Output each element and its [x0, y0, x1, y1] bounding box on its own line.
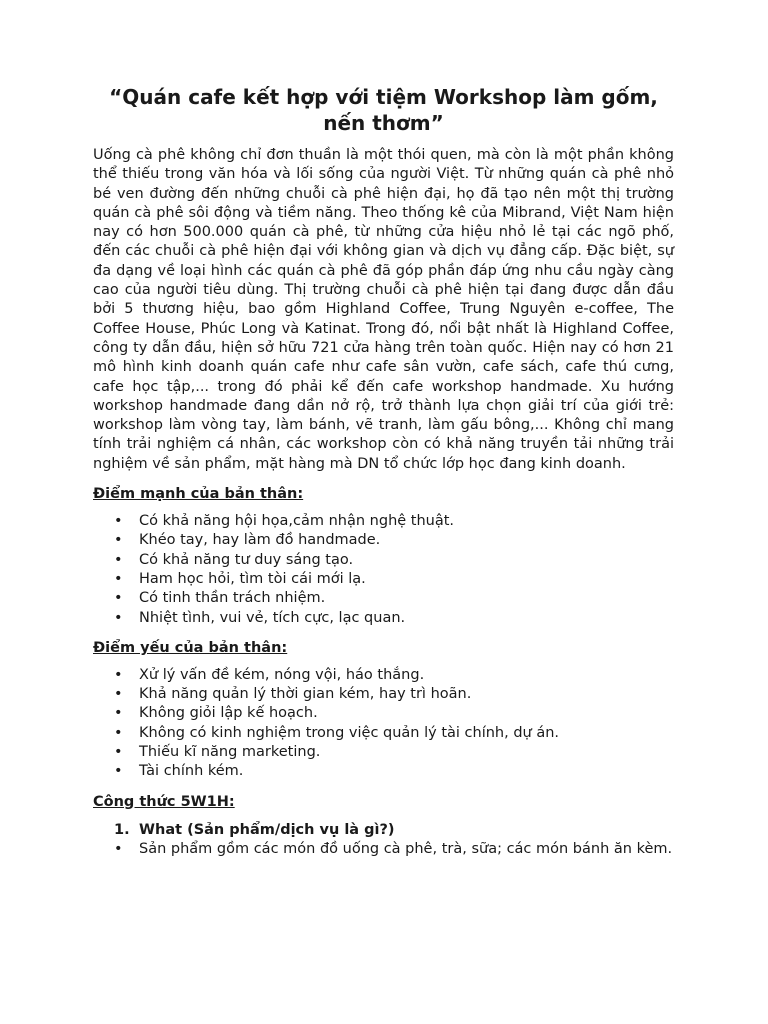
list-item: • Sản phẩm gồm các món đồ uống cà phê, trà, sữa; các món bánh ăn kèm. [139, 840, 674, 859]
formula-heading: Công thức 5W1H: [93, 793, 235, 810]
formula-item-label: What (Sản phẩm/dịch vụ là gì?) [139, 821, 395, 838]
list-item: • Tài chính kém. [139, 762, 674, 781]
list-item: • Ham học hỏi, tìm tòi cái mới lạ. [139, 570, 674, 589]
formula-item-details [93, 840, 674, 859]
formula-item-number: 1. [114, 821, 130, 838]
list-item: • Khả năng quản lý thời gian kém, hay trì hoãn. [139, 685, 674, 704]
strengths-list [93, 512, 674, 628]
weaknesses-list [93, 666, 674, 782]
list-item: • Xử lý vấn đề kém, nóng vội, háo thắng. [139, 666, 674, 685]
list-item: • Có khả năng tư duy sáng tạo. [139, 551, 674, 570]
document-title: “Quán cafe kết hợp với tiệm Workshop làm gốm, nến thơm” [109, 85, 658, 135]
list-item: • Khéo tay, hay làm đồ handmade. [139, 531, 674, 550]
list-item: • Có tinh thần trách nhiệm. [139, 589, 674, 608]
list-item: • Có khả năng hội họa,cảm nhận nghệ thuật. [139, 512, 674, 531]
list-item: • Không có kinh nghiệm trong việc quản lý tài chính, dự án. [139, 724, 674, 743]
list-item: • Nhiệt tình, vui vẻ, tích cực, lạc quan. [139, 609, 674, 628]
strengths-heading: Điểm mạnh của bản thân: [93, 486, 304, 503]
formula-item [114, 820, 674, 840]
list-item: • Không giỏi lập kế hoạch. [139, 704, 674, 723]
document-page [93, 84, 674, 859]
list-item: • Thiếu kĩ năng marketing. [139, 743, 674, 762]
intro-paragraph: Uống cà phê không chỉ đơn thuần là một thói quen, mà còn là một phần không thể thiếu trong văn hóa và lối sống của người Việt. Từ những quán cà phê nhỏ bé ven đường đến những chuỗi cà phê hiện đại, họ đã tạo nên một thị trường quán cà phê sôi động và tiềm năng. Theo thống kê của Mibrand, Việt Nam hiện nay có hơn 500.000 quán cà phê, từ những cửa hiệu nhỏ lẻ tại các ngõ phố, đến các chuỗi cà phê hiện đại với không gian và dịch vụ đẳng cấp. Đặc biệt, sự đa dạng về loại hình các quán cà phê đã góp phần đáp ứng nhu cầu ngày càng cao của người tiêu dùng. Thị trường chuỗi cà phê hiện tại đang được dẫn đầu bởi 5 thương hiệu, bao gồm Highland Coffee, Trung Nguyên e-coffee, The Coffee House, Phúc Long và Katinat. Trong đó, nổi bật nhất là Highland Coffee, công ty dẫn đầu, hiện sở hữu 721 cửa hàng trên toàn quốc. Hiện nay có hơn 21 mô hình kinh doanh quán cafe như cafe sân vườn, cafe sách, cafe thú cưng, cafe học tập,... trong đó phải kể đến cafe workshop handmade. Xu hướng workshop handmade đang dần nở rộ, trở thành lựa chọn giải trí của giới trẻ: workshop làm vòng tay, làm bánh, vẽ tranh, làm gấu bông,... Không chỉ mang tính trải nghiệm cá nhân, các workshop còn có khả năng truyền tải những trải nghiệm về sản phẩm, mặt hàng mà DN tổ chức lớp học đang kinh doanh. [93, 147, 674, 472]
formula-list [93, 820, 674, 840]
weaknesses-heading: Điểm yếu của bản thân: [93, 639, 288, 656]
